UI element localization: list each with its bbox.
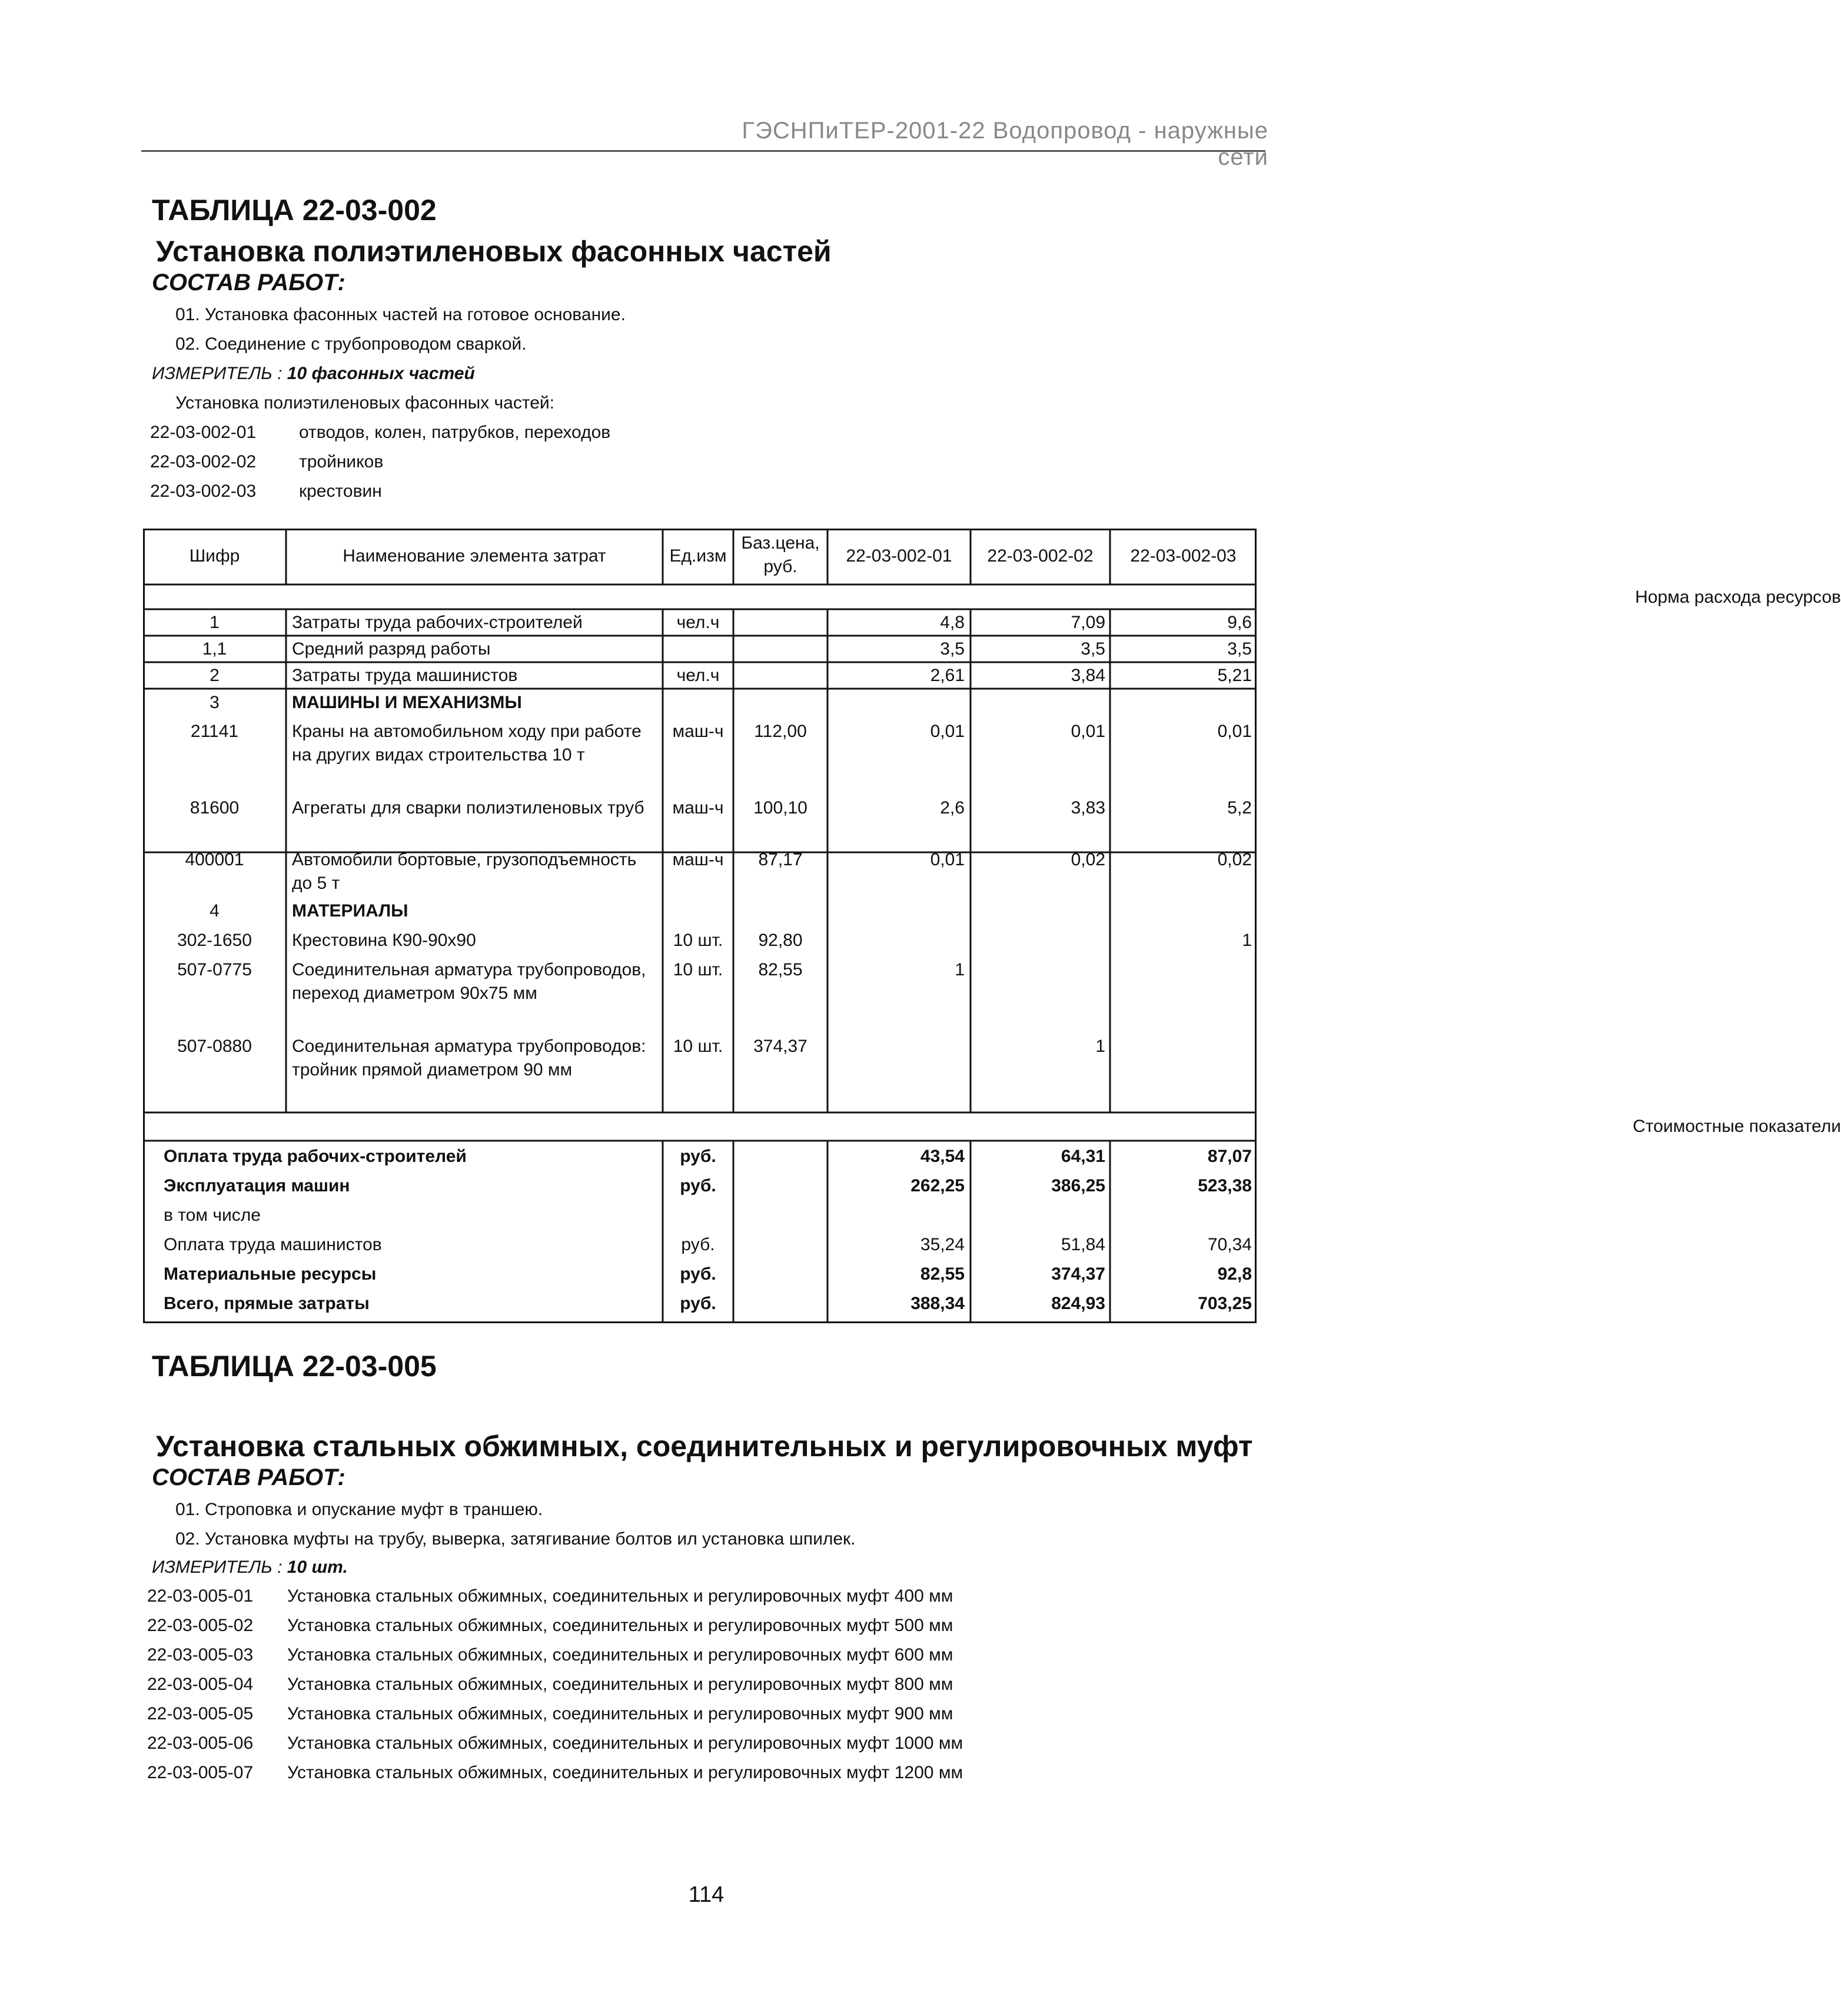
section-code: 3 [210, 693, 220, 712]
row-value-1: 2,61 [930, 666, 965, 685]
izmeritel-label: ИЗМЕРИТЕЛЬ : [152, 364, 283, 383]
cost-row-unit: руб. [680, 1147, 716, 1166]
code-row [147, 1645, 1089, 1669]
code-desc: отводов, колен, патрубков, переходов [299, 423, 611, 442]
row-name: Краны на автомобильном ходу при работе на других видах строительства 10 т [292, 722, 642, 765]
row-value-2: 0,02 [1071, 850, 1105, 869]
norma-label: Норма расхода ресурсов [1635, 587, 1841, 607]
row-name: Агрегаты для сварки полиэтиленовых труб [292, 798, 644, 818]
code-row [147, 1675, 1089, 1698]
code-desc: Установка стальных обжимных, соединительных и регулировочных муфт 400 мм [287, 1586, 953, 1606]
row-price: 82,55 [758, 960, 803, 979]
code-row [147, 1586, 1089, 1610]
cost-value-3: 92,8 [1217, 1264, 1252, 1284]
code-row [147, 1704, 1089, 1728]
row-value-2: 3,5 [1081, 639, 1105, 659]
row-value-1: 1 [955, 960, 965, 979]
code-row [147, 1763, 1089, 1786]
section-code: 4 [210, 901, 220, 921]
row-value-3: 0,01 [1217, 722, 1252, 741]
table1-intro: Установка полиэтиленовых фасонных частей: [175, 393, 555, 413]
table2-subtitle: Установка стальных обжимных, соединительных и регулировочных муфт [156, 1430, 1253, 1463]
row-name: Соединительная арматура трубопроводов: тройник прямой диаметром 90 мм [292, 1037, 646, 1080]
row-value-1: 2,6 [940, 798, 965, 818]
col-header-3: 22-03-002-03 [1130, 546, 1237, 566]
code-row [147, 1616, 1089, 1639]
row-value-1: 4,8 [940, 613, 965, 632]
code-desc: крестовин [299, 481, 382, 501]
row-name: Затраты труда машинистов [292, 666, 518, 685]
row-price: 112,00 [754, 722, 807, 741]
row-value-3: 5,2 [1227, 798, 1252, 818]
cost-value-1: 82,55 [920, 1264, 965, 1284]
cost-label: Стоимостные показатели [1633, 1117, 1841, 1136]
resource-table [143, 529, 1841, 1323]
table2-sostav-label: СОСТАВ РАБОТ: [152, 1464, 345, 1490]
code-desc: Установка стальных обжимных, соединительных и регулировочных муфт 600 мм [287, 1645, 953, 1665]
section-name-machines: МАШИНЫ И МЕХАНИЗМЫ [292, 693, 522, 712]
row-code: 1,1 [202, 639, 227, 659]
row-unit: маш-ч [672, 722, 724, 741]
row-code: 81600 [190, 798, 240, 818]
cost-value-2: 51,84 [1061, 1235, 1105, 1254]
row-value-2: 3,84 [1071, 666, 1105, 685]
table1-izmeritel [152, 364, 475, 384]
cost-row-name: Эксплуатация машин [164, 1176, 350, 1195]
code-desc: Установка стальных обжимных, соединительных и регулировочных муфт 1200 мм [287, 1763, 963, 1782]
row-value-3: 3,5 [1227, 639, 1252, 659]
code: 22-03-002-01 [150, 423, 257, 442]
row-code: 2 [210, 666, 220, 685]
code: 22-03-005-03 [147, 1645, 254, 1665]
cost-value-1: 388,34 [910, 1294, 965, 1313]
row-value-1: 3,5 [940, 639, 965, 659]
row-unit: чел.ч [676, 666, 720, 685]
row-unit: 10 шт. [673, 931, 723, 950]
code-row [150, 452, 739, 476]
running-header: ГЭСНПиТЕР-2001-22 Водопровод - наружные сети [742, 118, 1268, 170]
code-row [147, 1733, 1089, 1757]
col-header-2: 22-03-002-02 [987, 546, 1094, 566]
cost-value-1: 35,24 [920, 1235, 965, 1254]
cost-row-name: Всего, прямые затраты [164, 1294, 370, 1313]
table2-work-2: 02. Установка муфты на трубу, выверка, затягивание болтов ил установка шпилек. [175, 1529, 856, 1549]
col-header-price-line1: Баз.цена, [741, 533, 820, 553]
row-code: 1 [210, 613, 220, 632]
table2-title: ТАБЛИЦА 22-03-005 [152, 1350, 437, 1383]
table1-work-1: 01. Установка фасонных частей на готовое основание. [175, 305, 626, 324]
cost-value-3: 87,07 [1207, 1147, 1252, 1166]
table2-work-1: 01. Строповка и опускание муфт в траншею. [175, 1500, 543, 1519]
row-unit: маш-ч [672, 798, 724, 818]
izmeritel-value: 10 шт. [287, 1557, 348, 1577]
page-number: 114 [688, 1882, 725, 1907]
row-unit: 10 шт. [673, 960, 723, 979]
cost-row-unit: руб. [680, 1264, 716, 1284]
row-value-3: 1 [1242, 931, 1252, 950]
cost-value-3: 523,38 [1198, 1176, 1252, 1195]
cost-value-2: 64,31 [1061, 1147, 1105, 1166]
row-name: Средний разряд работы [292, 639, 491, 659]
row-unit: чел.ч [676, 613, 720, 632]
cost-value-2: 374,37 [1051, 1264, 1105, 1284]
cost-value-1: 43,54 [920, 1147, 965, 1166]
col-header-unit: Ед.изм [669, 546, 727, 566]
row-value-1: 0,01 [930, 850, 965, 869]
row-value-1: 0,01 [930, 722, 965, 741]
row-name: Крестовина К90-90х90 [292, 931, 476, 950]
col-header-price-line2: руб. [763, 557, 797, 576]
code-desc: Установка стальных обжимных, соединительных и регулировочных муфт 800 мм [287, 1675, 953, 1694]
code-desc: Установка стальных обжимных, соединительных и регулировочных муфт 1000 мм [287, 1733, 963, 1753]
col-header-1: 22-03-002-01 [846, 546, 952, 566]
table2-izmeritel [152, 1557, 348, 1577]
col-header-name: Наименование элемента затрат [343, 546, 606, 566]
row-unit: 10 шт. [673, 1037, 723, 1056]
cost-row-name: Оплата труда рабочих-строителей [164, 1147, 467, 1166]
code: 22-03-005-01 [147, 1586, 254, 1606]
row-value-2: 0,01 [1071, 722, 1105, 741]
code: 22-03-005-07 [147, 1763, 254, 1782]
row-value-2: 7,09 [1071, 613, 1105, 632]
code: 22-03-005-06 [147, 1733, 254, 1753]
row-name: Автомобили бортовые, грузоподъемность до 5 т [292, 850, 637, 893]
row-value-3: 0,02 [1217, 850, 1252, 869]
cost-value-2: 386,25 [1051, 1176, 1105, 1195]
cost-value-2: 824,93 [1051, 1294, 1105, 1313]
code: 22-03-005-04 [147, 1675, 254, 1694]
cost-value-3: 70,34 [1207, 1235, 1252, 1254]
col-header-shifr: Шифр [189, 546, 240, 566]
cost-row-name: Оплата труда машинистов [164, 1235, 382, 1254]
row-value-2: 3,83 [1071, 798, 1105, 818]
code-desc: тройников [299, 452, 384, 471]
izmeritel-label: ИЗМЕРИТЕЛЬ : [152, 1557, 283, 1577]
cost-row-unit: руб. [680, 1294, 716, 1313]
cost-value-3: 703,25 [1198, 1294, 1252, 1313]
cost-row-unit: руб. [680, 1176, 716, 1195]
table1-work-2: 02. Соединение с трубопроводом сваркой. [175, 334, 527, 354]
row-value-3: 9,6 [1227, 613, 1252, 632]
code: 22-03-005-02 [147, 1616, 254, 1635]
row-code: 400001 [185, 850, 244, 869]
table1-title: ТАБЛИЦА 22-03-002 [152, 194, 437, 227]
row-value-2: 1 [1095, 1037, 1105, 1056]
code: 22-03-005-05 [147, 1704, 254, 1723]
code: 22-03-002-03 [150, 481, 257, 501]
row-code: 302-1650 [177, 931, 252, 950]
row-price: 100,10 [753, 798, 807, 818]
row-price: 92,80 [758, 931, 803, 950]
code-desc: Установка стальных обжимных, соединительных и регулировочных муфт 900 мм [287, 1704, 953, 1723]
cost-row-name: в том числе [164, 1205, 261, 1225]
row-price: 87,17 [758, 850, 803, 869]
row-unit: маш-ч [672, 850, 724, 869]
cost-row-unit: руб. [681, 1235, 715, 1254]
row-name: Затраты труда рабочих-строителей [292, 613, 583, 632]
code-row [150, 423, 739, 446]
row-code: 507-0775 [177, 960, 252, 979]
table1-subtitle: Установка полиэтиленовых фасонных частей [156, 235, 832, 268]
row-price: 374,37 [753, 1037, 807, 1056]
code: 22-03-002-02 [150, 452, 257, 471]
cost-value-1: 262,25 [910, 1176, 965, 1195]
row-code: 507-0880 [177, 1037, 252, 1056]
row-code: 21141 [190, 722, 239, 741]
row-value-3: 5,21 [1217, 666, 1252, 685]
izmeritel-value: 10 фасонных частей [287, 364, 475, 383]
table1-sostav-label: СОСТАВ РАБОТ: [152, 270, 345, 295]
code-row [150, 481, 739, 505]
code-desc: Установка стальных обжимных, соединительных и регулировочных муфт 500 мм [287, 1616, 953, 1635]
row-name: Соединительная арматура трубопроводов, переход диаметром 90х75 мм [292, 960, 646, 1003]
header-rule [141, 150, 1265, 152]
section-name-materials: МАТЕРИАЛЫ [292, 901, 408, 921]
cost-row-name: Материальные ресурсы [164, 1264, 377, 1284]
